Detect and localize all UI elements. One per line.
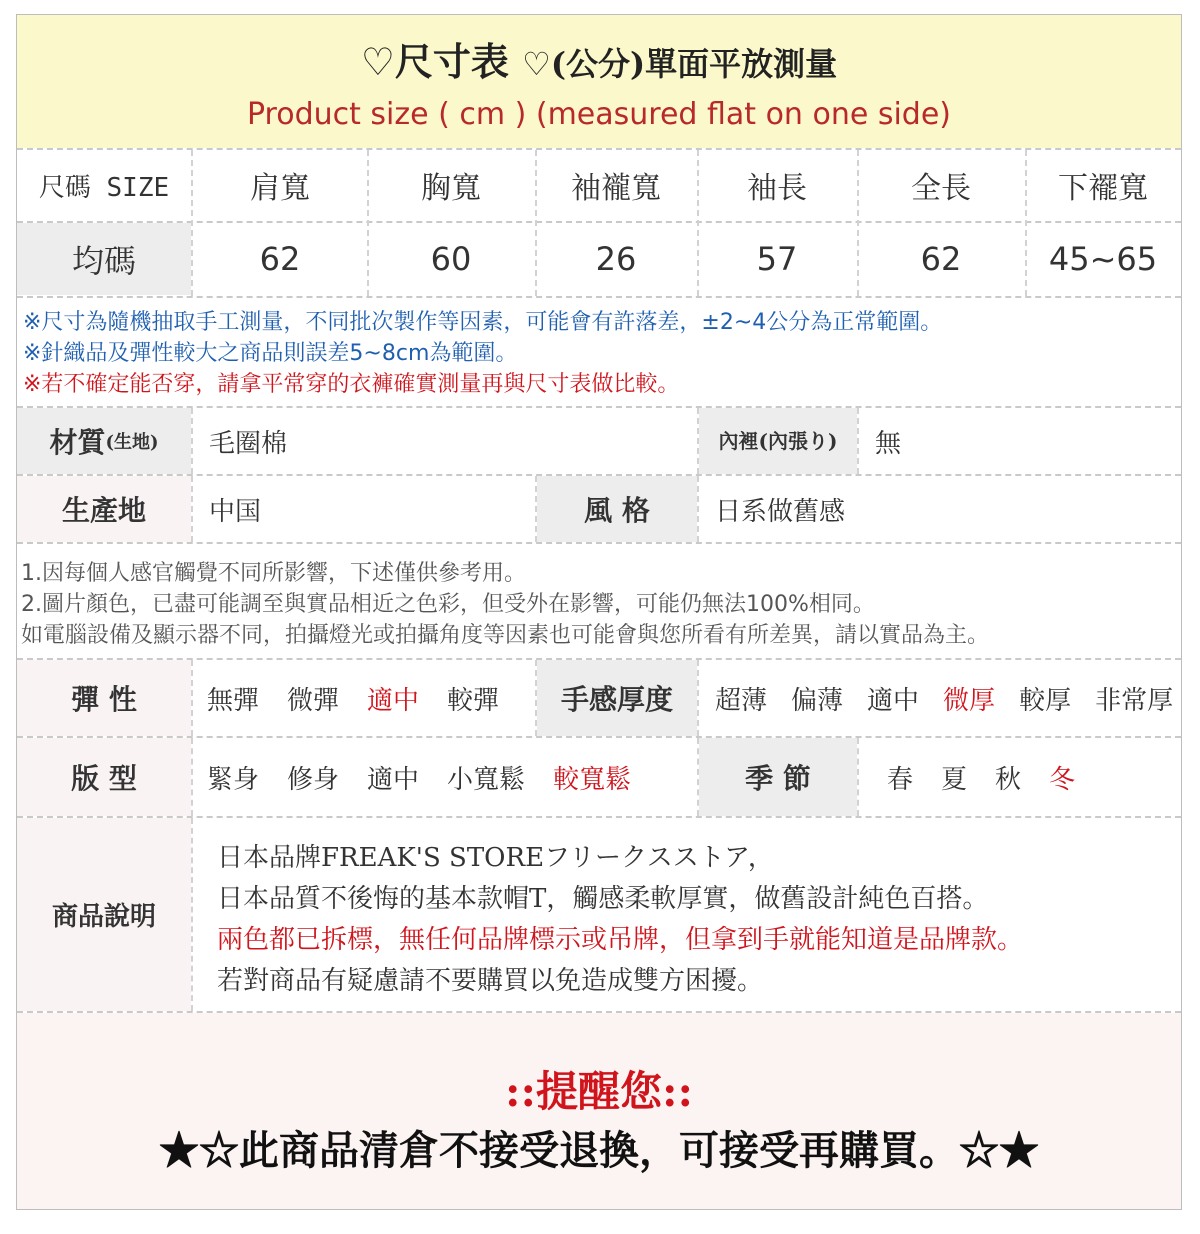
lining-label: 內裡(內張り) [699, 408, 857, 474]
heart-icon: ♡ [522, 45, 551, 83]
divider [535, 476, 537, 542]
thickness-options [715, 660, 1181, 736]
divider [191, 150, 193, 296]
divider [697, 408, 699, 474]
fit-option: 緊身 [207, 764, 260, 795]
season-label: 季 節 [699, 738, 857, 816]
season-option: 秋 [995, 764, 1022, 795]
size-header-chest: 胸寬 [421, 171, 481, 206]
fit-option: 小寬鬆 [447, 764, 526, 795]
size-header-length: 全長 [911, 171, 971, 206]
size-chart-sheet [16, 14, 1182, 1210]
disclaimer-line-2: 2.圖片顏色，已盡可能調至與實品相近之色彩，但受外在影響，可能仍無法100%相同。 [21, 592, 875, 617]
title-text: 尺寸表 [394, 39, 509, 84]
thickness-option: 偏薄 [791, 685, 844, 716]
description-label: 商品說明 [17, 818, 191, 1011]
fit-option: 較寬鬆 [553, 764, 632, 795]
season-option: 冬 [1049, 764, 1076, 795]
english-title: Product size ( cm ) (measured flat on one side) [246, 97, 952, 132]
return-policy: ★☆此商品清倉不接受退換，可接受再購買。☆★ [159, 1127, 1039, 1174]
reminder-title: ::提醒您:: [504, 1067, 694, 1116]
size-value-armhole: 26 [595, 240, 637, 278]
size-row-label: 均碼 [17, 223, 191, 295]
season-options [887, 738, 1181, 816]
divider [857, 150, 859, 296]
elasticity-option: 較彈 [447, 685, 500, 716]
disclaimer-line-3: 如電腦設備及顯示器不同，拍攝燈光或拍攝角度等因素也可能會與您所看有所差異，請以實品為主。 [21, 623, 990, 648]
size-header-sleeve: 袖長 [747, 171, 807, 206]
style-value: 日系做舊感 [715, 496, 846, 527]
header-banner [17, 15, 1181, 148]
description-line-1: 日本品牌FREAK'S STOREフリークスストア， [217, 843, 774, 873]
size-value-chest: 60 [430, 240, 472, 278]
size-value-shoulder: 62 [259, 240, 301, 278]
note-compare: ※若不確定能否穿，請拿平常穿的衣褲確實測量再與尺寸表做比較。 [23, 372, 680, 397]
thickness-option: 微厚 [943, 685, 996, 716]
footer-reminder-box [17, 1013, 1181, 1209]
size-header-hem: 下襬寬 [1058, 171, 1148, 206]
divider [697, 738, 699, 816]
material-label: 材質 (生地) [17, 408, 191, 474]
style-label: 風 格 [537, 476, 697, 542]
divider [17, 296, 1181, 298]
size-value-sleeve: 57 [756, 240, 798, 278]
divider [535, 660, 537, 736]
thickness-option: 適中 [867, 685, 920, 716]
season-option: 春 [887, 764, 914, 795]
fit-option: 修身 [287, 764, 340, 795]
divider [191, 408, 193, 474]
elasticity-options [207, 660, 535, 736]
subtitle-text: (公分)單面平放測量 [550, 45, 838, 83]
size-value-hem: 45~65 [1048, 240, 1158, 278]
heart-icon: ♡ [360, 39, 395, 84]
note-knitwear: ※針織品及彈性較大之商品則誤差5~8cm為範圍。 [23, 341, 518, 366]
elasticity-option: 適中 [367, 685, 420, 716]
divider [1025, 150, 1027, 296]
divider [697, 660, 699, 736]
origin-label: 生產地 [17, 476, 191, 542]
divider [857, 408, 859, 474]
elasticity-option: 微彈 [287, 685, 340, 716]
origin-value: 中国 [209, 496, 262, 527]
elasticity-label: 彈 性 [17, 660, 191, 736]
divider [697, 150, 699, 296]
thickness-option: 非常厚 [1095, 685, 1174, 716]
size-value-length: 62 [920, 240, 962, 278]
divider [367, 150, 369, 296]
material-value: 毛圈棉 [209, 428, 288, 459]
thickness-option: 超薄 [715, 685, 768, 716]
lining-value: 無 [875, 428, 902, 459]
description-line-4: 若對商品有疑慮請不要購買以免造成雙方困擾。 [217, 966, 764, 996]
divider [857, 738, 859, 816]
fit-label: 版 型 [17, 738, 191, 816]
fit-option: 適中 [367, 764, 420, 795]
divider [535, 150, 537, 296]
fit-options [207, 738, 697, 816]
divider [191, 476, 193, 542]
note-measurement: ※尺寸為隨機抽取手工測量，不同批次製作等因素，可能會有許落差，±2~4公分為正常範圍。 [23, 310, 943, 335]
divider [191, 738, 193, 816]
title-line [17, 31, 1181, 86]
size-header-armhole: 袖襱寬 [571, 171, 661, 206]
season-option: 夏 [941, 764, 968, 795]
description-line-2: 日本品質不後悔的基本款帽T，觸感柔軟厚實，做舊設計純色百搭。 [217, 884, 989, 914]
size-header-shoulder: 肩寬 [250, 171, 310, 206]
description-line-3: 兩色都已拆標，無任何品牌標示或吊牌，但拿到手就能知道是品牌款。 [217, 925, 1024, 955]
elasticity-option: 無彈 [207, 685, 260, 716]
thickness-label: 手感厚度 [537, 660, 697, 736]
divider [191, 818, 193, 1011]
divider [17, 542, 1181, 544]
size-header-label: 尺碼 SIZE [38, 172, 170, 203]
disclaimer-line-1: 1.因每個人感官觸覺不同所影響，下述僅供參考用。 [21, 561, 526, 586]
thickness-option: 較厚 [1019, 685, 1072, 716]
divider [697, 476, 699, 542]
divider [191, 660, 193, 736]
